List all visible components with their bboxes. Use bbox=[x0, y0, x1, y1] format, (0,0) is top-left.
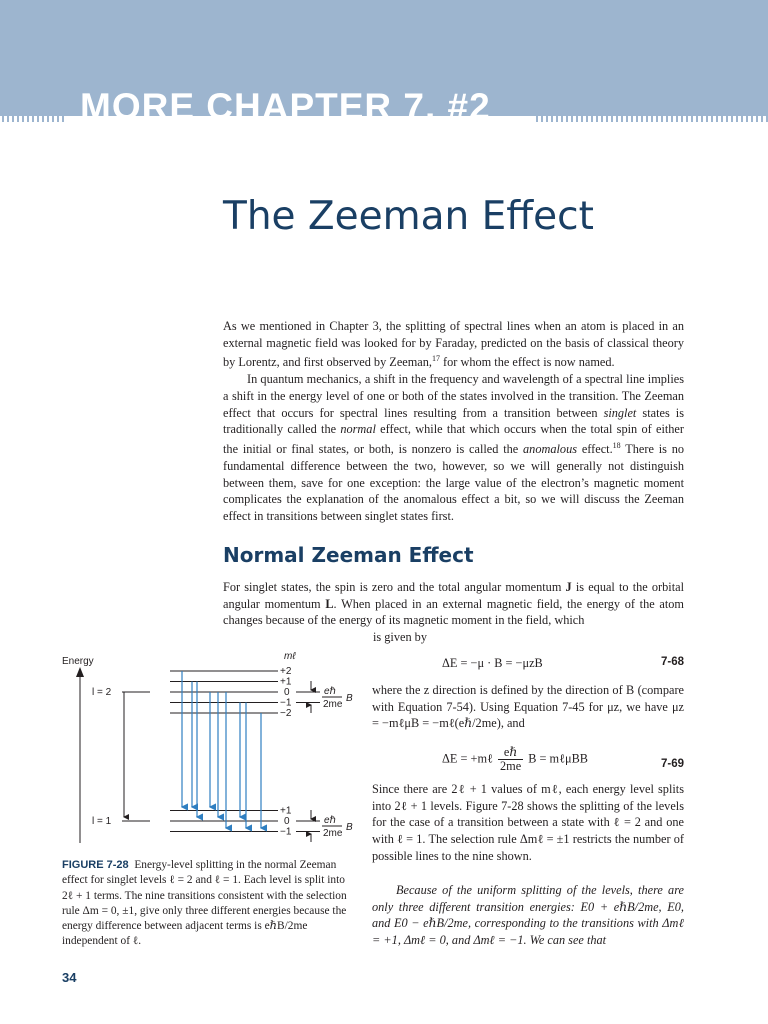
lower-ml-values bbox=[280, 806, 292, 838]
intro-paragraph-2: In quantum mechanics, a shift in the frequency and wavelength of a spectral line implies a shift in the energy level of one or both of the states involved in the transition. The Zeeman effect that occurs for spectral lines resulting from a transition between singlet states is traditionally called the normal effect, while that which occurs when the total spin of either the initial or final states, or both, is nonzero is called the anomalous effect.$^{18}$ There is no fundamental difference between the two, however, so we will generally not distinguish between them, save for one exception: the large value of the electron’s magnetic moment complicates the explanation of the anomalous effect a bit, so we will discuss the Zeeman effect in transitions between singlet states first. bbox=[223, 372, 685, 523]
svg-text:+1: +1 bbox=[280, 805, 292, 817]
header-tick-pattern-left bbox=[0, 108, 70, 126]
energy-axis-label: Energy bbox=[62, 656, 94, 667]
page-title: The Zeeman Effect bbox=[223, 194, 594, 239]
ml-label: mℓ bbox=[284, 651, 296, 662]
svg-text:−2: −2 bbox=[280, 708, 292, 719]
chapter-label: MORE CHAPTER 7. #2 bbox=[80, 86, 491, 127]
svg-text:0: 0 bbox=[284, 687, 290, 698]
upper-spacing-annotation bbox=[296, 681, 353, 713]
svg-text:2me: 2me bbox=[323, 699, 343, 710]
svg-text:+1: +1 bbox=[280, 676, 292, 688]
svg-text:+2: +2 bbox=[280, 666, 292, 677]
svg-text:0: 0 bbox=[284, 816, 290, 827]
svg-text:eℏ: eℏ bbox=[324, 815, 336, 826]
right-column-paragraph-3: Because of the uniform splitting of the levels, there are only three different transition energies: E0 + eℏB/2me, E0, and E0 − eℏB/2me, corresponding to the transitions with Δmℓ = +1, Δmℓ = 0, and Δmℓ = −1. We can see that bbox=[372, 883, 684, 948]
svg-text:−1: −1 bbox=[280, 697, 292, 709]
equation-7-68-number: 7-68 bbox=[660, 656, 684, 668]
equation-7-69 bbox=[372, 744, 684, 778]
intro-paragraph-1: As we mentioned in Chapter 3, the splitting of spectral lines when an atom is placed in an external magnetic field was looked for by Faraday, predicted on the basis of classical theory by Lorentz, and first observed by Zeeman,$^{17}$ for whom the effect is now named. bbox=[223, 319, 684, 370]
figure-7-28 bbox=[60, 645, 360, 855]
section-heading: Normal Zeeman Effect bbox=[223, 543, 474, 567]
equation-7-68-expression: ΔE = −μ · B = −μzB bbox=[442, 656, 543, 670]
lower-split-levels bbox=[170, 811, 278, 832]
lower-level-label: l = 1 bbox=[92, 816, 112, 827]
upper-level-label: l = 2 bbox=[92, 687, 112, 698]
figure-caption bbox=[62, 858, 352, 950]
equation-7-69-expression: ΔE = +mℓ $\frac{\text{eℏ}}{2me}$ B = mℓμBB bbox=[442, 745, 588, 773]
zeeman-transitions bbox=[182, 671, 261, 828]
header-tick-pattern-right bbox=[534, 108, 768, 126]
equation-7-68 bbox=[372, 656, 684, 674]
upper-ml-values bbox=[280, 666, 292, 719]
svg-text:−1: −1 bbox=[280, 826, 292, 838]
equation-7-69-number: 7-69 bbox=[660, 758, 684, 770]
svg-text:eℏ: eℏ bbox=[324, 686, 336, 697]
upper-split-levels bbox=[170, 671, 278, 713]
section-paragraph-1: For singlet states, the spin is zero and the total angular momentum J is equal to the orbital angular momentum L. When placed in an external magnetic field, the energy of the atom changes because of the energy of its magnetic moment in the field, which bbox=[223, 580, 685, 628]
figure-caption-text: Energy-level splitting in the normal Zeeman effect for singlet levels ℓ = 2 and ℓ = 1. Each level is split into 2ℓ + 1 terms. The nine transitions consistent with the selection rule Δm = 0, ±1, give only three different energies because the energy difference between adjacent terms is eℏB/2me independent of ℓ. bbox=[62, 859, 347, 948]
intro-text bbox=[223, 318, 684, 525]
page-number: 34 bbox=[62, 970, 77, 985]
energy-axis-arrowhead bbox=[76, 667, 84, 677]
figure-caption-label: FIGURE 7-28 bbox=[62, 859, 129, 871]
section-given-by: is given by bbox=[373, 630, 427, 644]
energy-level-diagram bbox=[60, 645, 360, 855]
svg-text:B: B bbox=[346, 693, 353, 704]
right-column-paragraph-1: where the z direction is defined by the direction of B (compare with Equation 7-54). Using Equation 7-45 for μz, we have μz = −mℓμB = −mℓ(eℏ/2me), and bbox=[372, 683, 684, 731]
right-column-paragraph-2: Since there are 2ℓ + 1 values of mℓ, each energy level splits into 2ℓ + 1 levels. Figure 7-28 shows the splitting of the levels for the case of a transition between a state with ℓ = 2 and one with ℓ = 1. The selection rule Δmℓ = ±1 restricts the number of possible lines to the nine shown. bbox=[372, 782, 684, 863]
svg-text:B: B bbox=[346, 822, 353, 833]
lower-spacing-annotation bbox=[296, 810, 353, 842]
svg-text:2me: 2me bbox=[323, 828, 343, 839]
